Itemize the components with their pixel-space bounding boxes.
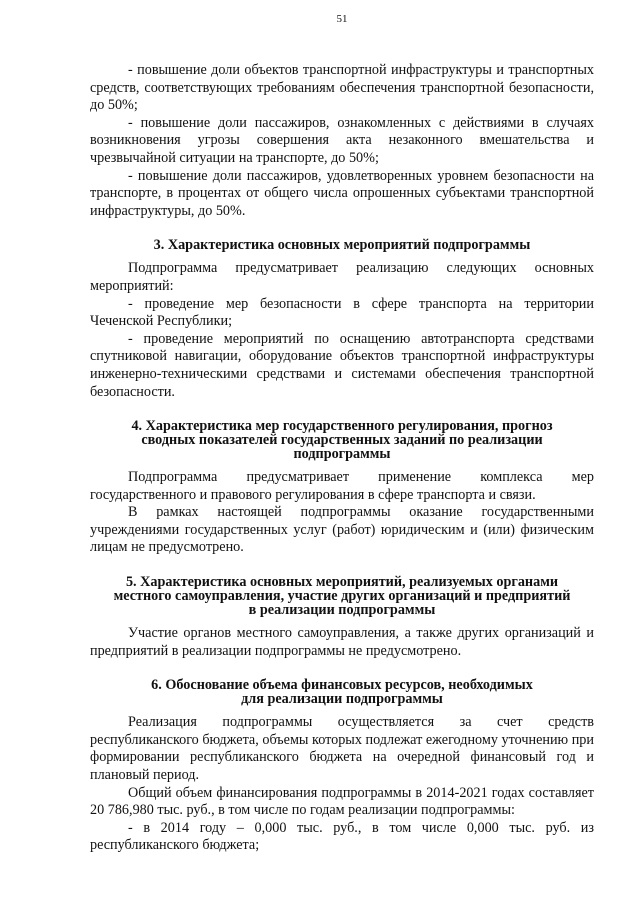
- section-3: [90, 238, 594, 401]
- intro-bullet-list: [90, 62, 594, 220]
- section-3-bullet-2: - проведение мероприятий по оснащению автотранспорта средствами спутниковой навигации, оборудование объектов транспортной инфраструктуры инженерно-техническими средствами и системами обеспечения транспортной безопасности.: [90, 330, 594, 400]
- section-5-heading-line-2: местного самоуправления, участие других организаций и предприятий: [113, 588, 571, 605]
- section-4-heading-line-3: подпрограммы: [293, 446, 391, 463]
- page-number: 51: [336, 13, 348, 25]
- section-4-paragraph-1: Подпрограмма предусматривает применение комплекса мер государственного и правового регулирования в сфере транспорта и связи.: [90, 469, 594, 503]
- section-6-heading-line-2: для реализации подпрограммы: [241, 691, 443, 708]
- section-6-heading-line-1: 6. Обоснование объема финансовых ресурсов, необходимых: [151, 677, 533, 694]
- intro-bullet-1: - повышение доли объектов транспортной инфраструктуры и транспортных средств, соответствующих требованиям обеспечения транспортной безопасности, до 50%;: [90, 62, 594, 114]
- section-4: [90, 419, 594, 557]
- section-4-heading-line-1: 4. Характеристика мер государственного регулирования, прогноз: [131, 418, 553, 435]
- section-3-bullet-1: - проведение мер безопасности в сфере транспорта на территории Чеченской Республики;: [90, 295, 594, 330]
- section-5-paragraph-1: Участие органов местного самоуправления, а также других организаций и предприятий в реализации подпрограммы не предусмотрено.: [90, 625, 594, 659]
- section-4-paragraph-2: В рамках настоящей подпрограммы оказание государственными учреждениями государственных услуг (работ) юридическим и (или) физическим лицам не предусмотрено.: [90, 504, 594, 556]
- section-6-heading: [90, 678, 594, 706]
- section-3-heading: 3. Характеристика основных мероприятий подпрограммы: [153, 237, 531, 254]
- intro-bullet-3: - повышение доли пассажиров, удовлетворенных уровнем безопасности на транспорте, в процентах от общего числа опрошенных субъектами транспортной инфраструктуры, до 50%.: [90, 167, 594, 219]
- section-4-heading: [90, 419, 594, 461]
- section-6-paragraph-1: Реализация подпрограммы осуществляется за счет средств республиканского бюджета, объемы которых подлежат ежегодному уточнению при формировании республиканского бюджета на очередной финансовый год и плановый период.: [90, 714, 594, 784]
- section-3-lead: Подпрограмма предусматривает реализацию следующих основных мероприятий:: [90, 260, 594, 294]
- document-page: [90, 12, 594, 855]
- intro-bullet-2: - повышение доли пассажиров, ознакомленных с действиями в случаях возникновения угрозы совершения акта незаконного вмешательства и чрезвычайной ситуации на транспорте, до 50%;: [90, 114, 594, 166]
- section-4-heading-line-2: сводных показателей государственных заданий по реализации: [141, 432, 543, 449]
- section-6-paragraph-2: Общий объем финансирования подпрограммы в 2014-2021 годах составляет 20 786,980 тыс. руб., в том числе по годам реализации подпрограммы:: [90, 784, 594, 819]
- section-5-heading-line-1: 5. Характеристика основных мероприятий, реализуемых органами: [125, 574, 559, 591]
- section-5-heading: [90, 575, 594, 617]
- section-5-heading-line-3: в реализации подпрограммы: [248, 602, 436, 619]
- section-6-bullet-1: - в 2014 году – 0,000 тыс. руб., в том числе 0,000 тыс. руб. из республиканского бюджета;: [90, 819, 594, 854]
- section-5: [90, 575, 594, 660]
- section-6: [90, 678, 594, 855]
